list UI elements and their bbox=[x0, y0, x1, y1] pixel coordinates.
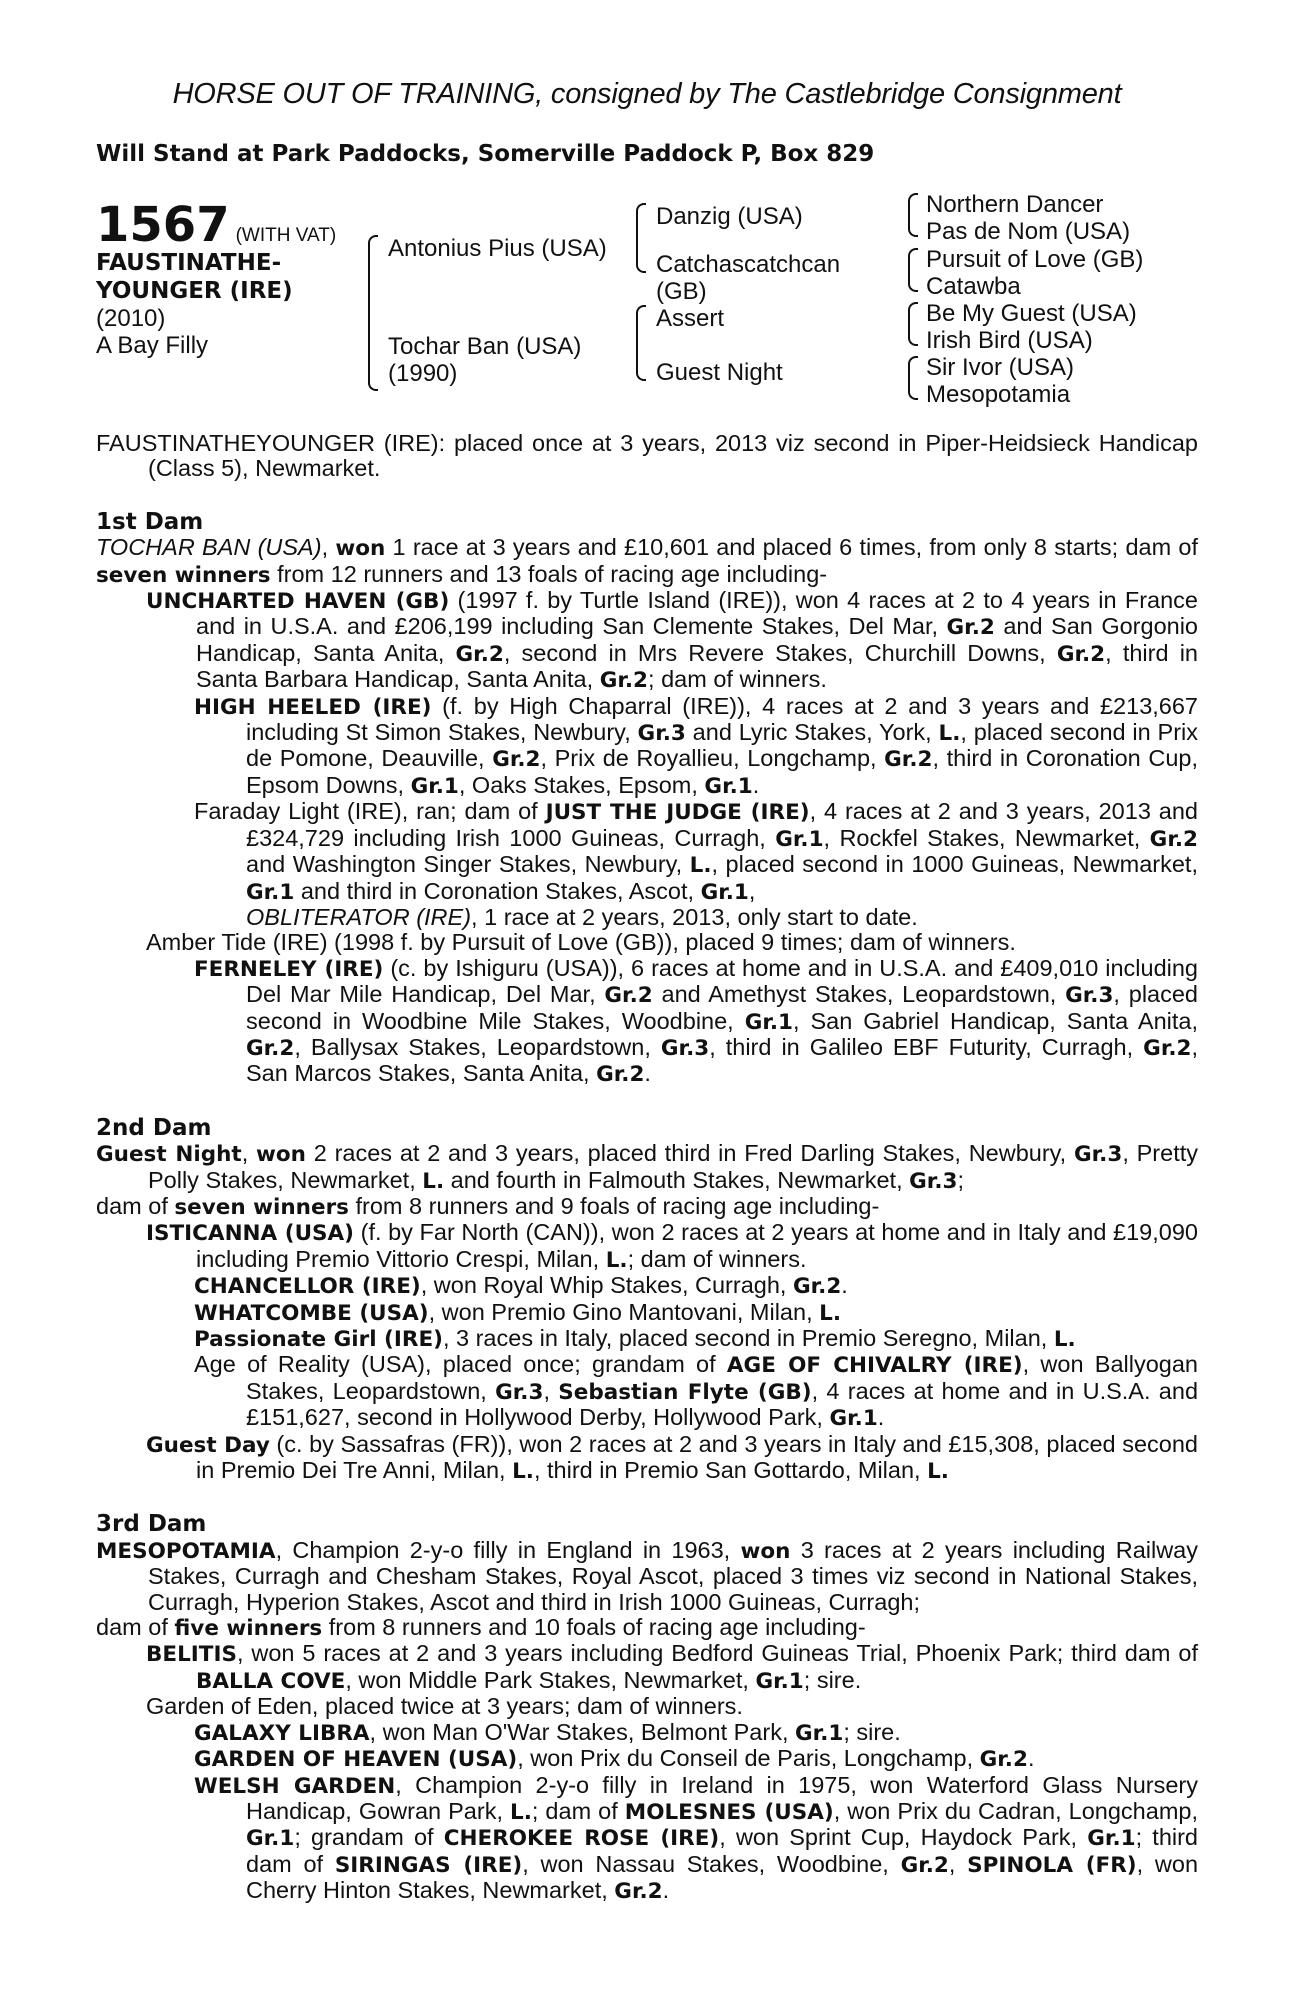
lot-number: 1567 bbox=[96, 197, 230, 253]
pedigree-brace bbox=[636, 203, 646, 273]
sire-sire: Danzig (USA) bbox=[656, 203, 803, 230]
list-item: CHANCELLOR (IRE), won Royal Whip Stakes, Curragh, Gr.2. bbox=[194, 1272, 848, 1300]
dsd: Irish Bird (USA) bbox=[926, 327, 1093, 354]
list-item: Amber Tide (IRE) (1998 f. by Pursuit of Love (GB)), placed 9 times; dam of winners. bbox=[146, 929, 1016, 956]
third-dam-produce: dam of five winners from 8 runners and 10 foals of racing age including- bbox=[96, 1614, 866, 1642]
list-item: BELITIS, won 5 races at 2 and 3 years including Bedford Guineas Trial, Phoenix Park; third dam of BALLA COVE, won Middle Park Stakes, Newmarket, Gr.1; sire. bbox=[146, 1640, 1198, 1694]
stand-location: Will Stand at Park Paddocks, Somerville Paddock P, Box 829 bbox=[96, 141, 875, 167]
ssd: Pas de Nom (USA) bbox=[926, 218, 1131, 245]
sdd: Catawba bbox=[926, 273, 1021, 300]
vat-label: (WITH VAT) bbox=[235, 225, 337, 246]
pedigree-brace bbox=[908, 248, 918, 292]
sire: Antonius Pius (USA) bbox=[388, 235, 607, 262]
list-item: Passionate Girl (IRE), 3 races in Italy, placed second in Premio Seregno, Milan, L. bbox=[194, 1325, 1076, 1352]
catalogue-text bbox=[96, 431, 1198, 1905]
sss: Northern Dancer bbox=[926, 191, 1104, 218]
foaling-year: (2010) bbox=[96, 305, 166, 332]
pedigree-brace bbox=[636, 305, 646, 381]
sds: Pursuit of Love (GB) bbox=[926, 246, 1144, 273]
ddd: Mesopotamia bbox=[926, 381, 1071, 408]
list-item: FERNELEY (IRE) (c. by Ishiguru (USA)), 6 races at home and in U.S.A. and £409,010 including Del Mar Mile Handicap, Del Mar, Gr.2 and Amethyst Stakes, Leopardstown, Gr.3, placed second in Woodbine Mile Stakes, Woodbine, Gr.1, San Gabriel Handicap, Santa Anita, Gr.2, Ballysax Stakes, Leopardstown, Gr.3, third in Galileo EBF Futurity, Curragh, Gr.2, San Marcos Stakes, Santa Anita, Gr.2. bbox=[194, 954, 1199, 1088]
list-item: Age of Reality (USA), placed once; grandam of AGE OF CHIVALRY (IRE), won Ballyogan Stakes, Leopardstown, Gr.3, Sebastian Flyte (GB), 4 races at home and in U.S.A. and £151,627, second in Hollywood Derby, Hollywood Park, Gr.1. bbox=[194, 1351, 1199, 1432]
dss: Be My Guest (USA) bbox=[926, 300, 1137, 327]
catalogue-page bbox=[96, 78, 1198, 1905]
dam-year: (1990) bbox=[388, 360, 458, 387]
third-dam-record: MESOPOTAMIA, Champion 2-y-o filly in England in 1963, won 3 races at 2 years including Railway Stakes, Curragh and Chesham Stakes, Royal Ascot, placed 3 times viz second in National Stakes, Curragh, Hyperion Stakes, Ascot and third in Irish 1000 Guineas, Curragh; bbox=[96, 1536, 1198, 1615]
second-dam-heading: 2nd Dam bbox=[96, 1114, 212, 1141]
sire-dam-line2: (GB) bbox=[656, 278, 707, 305]
list-item: Garden of Eden, placed twice at 3 years; dam of winners. bbox=[146, 1693, 743, 1720]
horse-record: FAUSTINATHEYOUNGER (IRE): placed once at 3 years, 2013 viz second in Piper-Heidsieck Handicap (Class 5), Newmarket. bbox=[96, 430, 1198, 482]
pedigree-block bbox=[96, 191, 1198, 431]
pedigree-brace bbox=[908, 193, 918, 237]
page-header: HORSE OUT OF TRAINING, consigned by The Castlebridge Consignment bbox=[172, 78, 1122, 110]
list-item: Guest Day (c. by Sassafras (FR)), won 2 races at 2 and 3 years in Italy and £15,308, placed second in Premio Dei Tre Anni, Milan, L., third in Premio San Gottardo, Milan, L. bbox=[146, 1430, 1198, 1485]
second-dam-produce: dam of seven winners from 8 runners and 9 foals of racing age including- bbox=[96, 1192, 880, 1220]
third-dam-heading: 3rd Dam bbox=[96, 1511, 207, 1538]
lot-number-line bbox=[96, 197, 337, 253]
list-item: GARDEN OF HEAVEN (USA), won Prix du Conseil de Paris, Longchamp, Gr.2. bbox=[194, 1745, 1035, 1773]
horse-name-line2: YOUNGER (IRE) bbox=[96, 278, 293, 304]
list-item: HIGH HEELED (IRE) (f. by High Chaparral (IRE)), 4 races at 2 and 3 years and £213,667 including St Simon Stakes, Newbury, Gr.3 and Lyric Stakes, York, L., placed second in Prix de Pomone, Deauville, Gr.2, Prix de Royallieu, Longchamp, Gr.2, third in Coronation Cup, Epsom Downs, Gr.1, Oaks Stakes, Epsom, Gr.1. bbox=[194, 692, 1198, 799]
list-item: UNCHARTED HAVEN (GB) (1997 f. by Turtle Island (IRE)), won 4 races at 2 to 4 years in France and in U.S.A. and £206,199 including San Clemente Stakes, Del Mar, Gr.2 and San Gorgonio Handicap, Santa Anita, Gr.2, second in Mrs Revere Stakes, Churchill Downs, Gr.2, third in Santa Barbara Handicap, Santa Anita, Gr.2; dam of winners. bbox=[146, 587, 1199, 694]
pedigree-brace bbox=[908, 302, 918, 346]
dam-sire: Assert bbox=[656, 305, 725, 332]
pedigree-brace bbox=[908, 356, 918, 400]
dds: Sir Ivor (USA) bbox=[926, 354, 1075, 381]
list-item: WHATCOMBE (USA), won Premio Gino Mantovani, Milan, L. bbox=[194, 1298, 841, 1326]
first-dam-heading: 1st Dam bbox=[96, 508, 204, 535]
horse-description: A Bay Filly bbox=[96, 332, 209, 359]
pedigree-brace bbox=[368, 235, 378, 391]
horse-name-line1: FAUSTINATHE- bbox=[96, 250, 282, 276]
first-dam-record: TOCHAR BAN (USA), won 1 race at 3 years and £10,601 and placed 6 times, from only 8 starts; dam of seven winners from 12 runners and 13 foals of racing age including- bbox=[96, 534, 1198, 588]
dam: Tochar Ban (USA) bbox=[388, 333, 582, 360]
list-item: WELSH GARDEN, Champion 2-y-o filly in Ireland in 1975, won Waterford Glass Nursery Handicap, Gowran Park, L.; dam of MOLESNES (USA), won Prix du Cadran, Longchamp, Gr.1; grandam of CHEROKEE ROSE (IRE), won Sprint Cup, Haydock Park, Gr.1; third dam of SIRINGAS (IRE), won Nassau Stakes, Woodbine, Gr.2, SPINOLA (FR), won Cherry Hinton Stakes, Newmarket, Gr.2. bbox=[194, 1771, 1199, 1905]
list-item: Faraday Light (IRE), ran; dam of JUST THE JUDGE (IRE), 4 races at 2 and 3 years, 2013 and £324,729 including Irish 1000 Guineas, Curragh, Gr.1, Rockfel Stakes, Newmarket, Gr.2 and Washington Singer Stakes, Newbury, L., placed second in 1000 Guineas, Newmarket, Gr.1 and third in Coronation Stakes, Ascot, Gr.1, OBLITERATOR (IRE), 1 race at 2 years, 2013, only start to date. bbox=[194, 798, 1198, 930]
list-item: GALAXY LIBRA, won Man O'War Stakes, Belmont Park, Gr.1; sire. bbox=[194, 1718, 901, 1746]
second-dam-record: Guest Night, won 2 races at 2 and 3 years, placed third in Fred Darling Stakes, Newbury, Gr.3, Pretty Polly Stakes, Newmarket, L. and fourth in Falmouth Stakes, Newmarket, Gr.3; bbox=[96, 1140, 1198, 1194]
sire-dam-line1: Catchascatchcan bbox=[656, 251, 841, 278]
dam-dam: Guest Night bbox=[656, 359, 783, 386]
list-item: ISTICANNA (USA) (f. by Far North (CAN)), won 2 races at 2 years at home and in Italy and £19,090 including Premio Vittorio Crespi, Milan, L.; dam of winners. bbox=[146, 1219, 1198, 1273]
